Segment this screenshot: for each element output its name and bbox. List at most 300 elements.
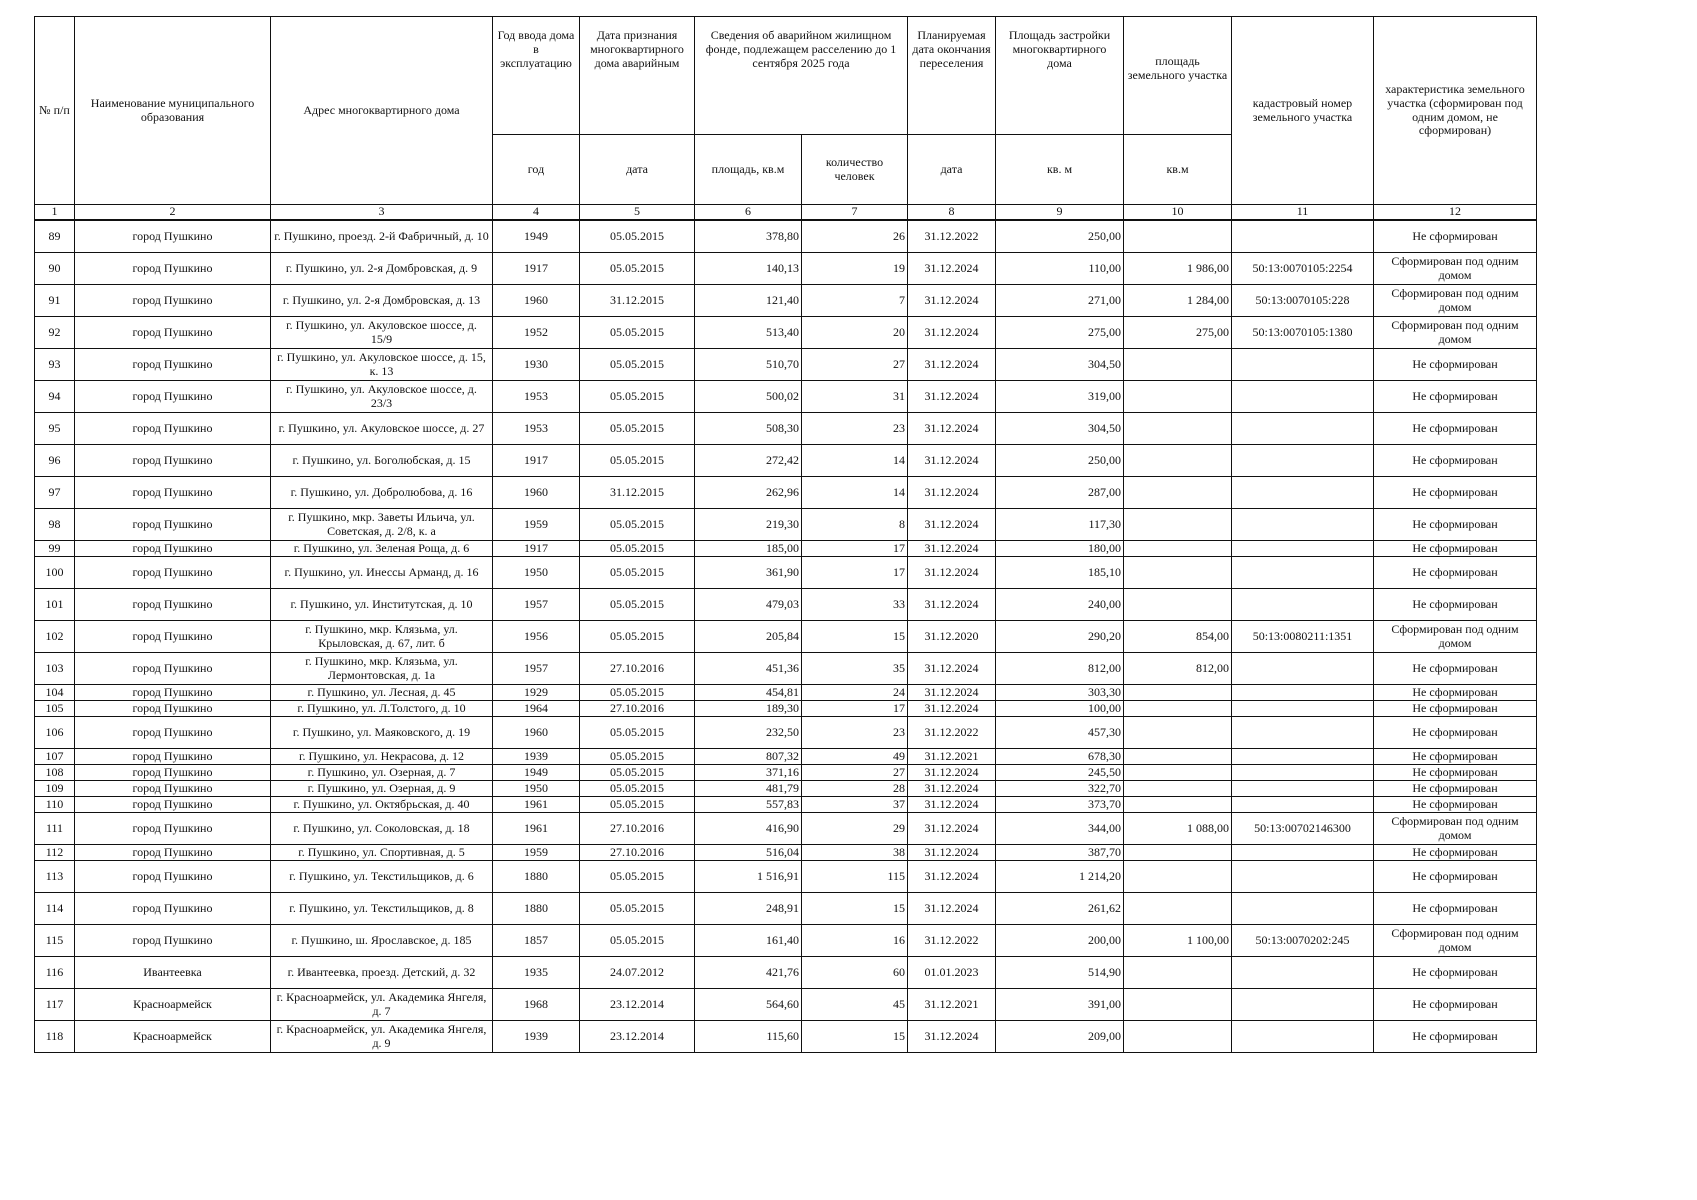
cell-land-area (1124, 413, 1232, 445)
cell-land-area (1124, 445, 1232, 477)
cell-cadastral-number: 50:13:0070105:228 (1232, 285, 1374, 317)
cell-land-area: 1 284,00 (1124, 285, 1232, 317)
cell-address: г. Пушкино, ул. Институтская, д. 10 (271, 589, 493, 621)
cell-municipality: город Пушкино (75, 220, 271, 253)
cell-year: 1956 (493, 621, 580, 653)
cell-address: г. Пушкино, ул. Боголюбская, д. 15 (271, 445, 493, 477)
cell-address: г. Пушкино, ул. Акуловское шоссе, д. 15, к. 13 (271, 349, 493, 381)
subheader-land-area: кв.м (1124, 135, 1232, 205)
cell-address: г. Пушкино, ул. Текстильщиков, д. 6 (271, 861, 493, 893)
cell-building-area: 373,70 (996, 797, 1124, 813)
cell-land-area (1124, 557, 1232, 589)
cell-building-area: 261,62 (996, 893, 1124, 925)
cell-cadastral-number: 50:13:00702146300 (1232, 813, 1374, 845)
cell-land-area (1124, 845, 1232, 861)
cell-cadastral-number (1232, 541, 1374, 557)
cell-land-characteristic: Не сформирован (1374, 781, 1537, 797)
cell-address: г. Пушкино, ул. Акуловское шоссе, д. 27 (271, 413, 493, 445)
cell-address: г. Ивантеевка, проезд. Детский, д. 32 (271, 957, 493, 989)
cell-people: 28 (802, 781, 908, 797)
cell-people: 17 (802, 701, 908, 717)
table-row (35, 285, 1537, 317)
cell-people: 7 (802, 285, 908, 317)
cell-land-area (1124, 589, 1232, 621)
header-land-area: площадь земельного участка (1124, 17, 1232, 135)
cell-recognition-date: 05.05.2015 (580, 621, 695, 653)
cell-municipality: город Пушкино (75, 653, 271, 685)
cell-municipality: город Пушкино (75, 381, 271, 413)
cell-recognition-date: 05.05.2015 (580, 349, 695, 381)
cell-building-area: 287,00 (996, 477, 1124, 509)
cell-recognition-date: 05.05.2015 (580, 317, 695, 349)
table-row (35, 685, 1537, 701)
cell-people: 35 (802, 653, 908, 685)
cell-municipality: город Пушкино (75, 717, 271, 749)
cell-municipality: город Пушкино (75, 925, 271, 957)
cell-address: г. Пушкино, ул. Некрасова, д. 12 (271, 749, 493, 765)
cell-land-characteristic: Не сформирован (1374, 797, 1537, 813)
cell-year: 1952 (493, 317, 580, 349)
cell-recognition-date: 24.07.2012 (580, 957, 695, 989)
cell-number: 108 (35, 765, 75, 781)
cell-people: 8 (802, 509, 908, 541)
column-number: 6 (695, 205, 802, 221)
cell-land-area (1124, 893, 1232, 925)
cell-cadastral-number (1232, 685, 1374, 701)
table-row (35, 317, 1537, 349)
cell-area: 1 516,91 (695, 861, 802, 893)
cell-year: 1917 (493, 541, 580, 557)
cell-area: 516,04 (695, 845, 802, 861)
cell-address: г. Пушкино, ул. Озерная, д. 7 (271, 765, 493, 781)
cell-area: 262,96 (695, 477, 802, 509)
cell-people: 17 (802, 541, 908, 557)
cell-building-area: 387,70 (996, 845, 1124, 861)
cell-people: 15 (802, 1021, 908, 1053)
cell-building-area: 245,50 (996, 765, 1124, 781)
cell-number: 90 (35, 253, 75, 285)
cell-land-characteristic: Не сформирован (1374, 749, 1537, 765)
cell-land-area (1124, 220, 1232, 253)
cell-building-area: 1 214,20 (996, 861, 1124, 893)
cell-address: г. Пушкино, ш. Ярославское, д. 185 (271, 925, 493, 957)
cell-area: 500,02 (695, 381, 802, 413)
cell-area: 421,76 (695, 957, 802, 989)
cell-municipality: Красноармейск (75, 989, 271, 1021)
cell-area: 416,90 (695, 813, 802, 845)
cell-number: 118 (35, 1021, 75, 1053)
cell-area: 508,30 (695, 413, 802, 445)
table-row (35, 781, 1537, 797)
cell-area: 272,42 (695, 445, 802, 477)
cell-building-area: 117,30 (996, 509, 1124, 541)
cell-land-characteristic: Сформирован под одним домом (1374, 813, 1537, 845)
column-number: 4 (493, 205, 580, 221)
cell-year: 1949 (493, 765, 580, 781)
cell-land-area (1124, 957, 1232, 989)
cell-number: 94 (35, 381, 75, 413)
cell-building-area: 250,00 (996, 220, 1124, 253)
cell-cadastral-number (1232, 797, 1374, 813)
cell-cadastral-number (1232, 381, 1374, 413)
table-row (35, 797, 1537, 813)
cell-area: 115,60 (695, 1021, 802, 1053)
cell-land-characteristic: Не сформирован (1374, 445, 1537, 477)
cell-resettlement-end: 31.12.2022 (908, 925, 996, 957)
cell-land-characteristic: Не сформирован (1374, 1021, 1537, 1053)
cell-cadastral-number (1232, 861, 1374, 893)
cell-year: 1953 (493, 413, 580, 445)
cell-number: 99 (35, 541, 75, 557)
cell-land-characteristic: Сформирован под одним домом (1374, 285, 1537, 317)
cell-number: 111 (35, 813, 75, 845)
cell-building-area: 391,00 (996, 989, 1124, 1021)
cell-recognition-date: 05.05.2015 (580, 781, 695, 797)
cell-number: 96 (35, 445, 75, 477)
cell-year: 1917 (493, 253, 580, 285)
cell-people: 14 (802, 445, 908, 477)
column-number: 5 (580, 205, 695, 221)
cell-land-characteristic: Не сформирован (1374, 765, 1537, 781)
cell-land-characteristic: Не сформирован (1374, 701, 1537, 717)
cell-recognition-date: 23.12.2014 (580, 989, 695, 1021)
cell-recognition-date: 05.05.2015 (580, 589, 695, 621)
cell-resettlement-end: 01.01.2023 (908, 957, 996, 989)
cell-people: 38 (802, 845, 908, 861)
cell-municipality: город Пушкино (75, 893, 271, 925)
cell-cadastral-number: 50:13:0070202:245 (1232, 925, 1374, 957)
cell-recognition-date: 05.05.2015 (580, 893, 695, 925)
cell-number: 91 (35, 285, 75, 317)
cell-cadastral-number (1232, 845, 1374, 861)
cell-land-area (1124, 509, 1232, 541)
cell-resettlement-end: 31.12.2024 (908, 589, 996, 621)
cell-land-characteristic: Не сформирован (1374, 653, 1537, 685)
cell-year: 1929 (493, 685, 580, 701)
cell-building-area: 304,50 (996, 349, 1124, 381)
cell-address: г. Красноармейск, ул. Академика Янгеля, д. 9 (271, 1021, 493, 1053)
column-number: 9 (996, 205, 1124, 221)
cell-area: 121,40 (695, 285, 802, 317)
cell-address: г. Пушкино, ул. Соколовская, д. 18 (271, 813, 493, 845)
cell-resettlement-end: 31.12.2022 (908, 220, 996, 253)
cell-land-area: 1 100,00 (1124, 925, 1232, 957)
cell-number: 106 (35, 717, 75, 749)
cell-recognition-date: 27.10.2016 (580, 845, 695, 861)
cell-resettlement-end: 31.12.2024 (908, 797, 996, 813)
cell-building-area: 250,00 (996, 445, 1124, 477)
cell-building-area: 319,00 (996, 381, 1124, 413)
cell-number: 92 (35, 317, 75, 349)
cell-land-characteristic: Не сформирован (1374, 957, 1537, 989)
cell-address: г. Пушкино, ул. Зеленая Роща, д. 6 (271, 541, 493, 557)
cell-building-area: 271,00 (996, 285, 1124, 317)
cell-resettlement-end: 31.12.2020 (908, 621, 996, 653)
column-number: 11 (1232, 205, 1374, 221)
table-row (35, 845, 1537, 861)
cell-area: 378,80 (695, 220, 802, 253)
cell-municipality: город Пушкино (75, 557, 271, 589)
header-emergency-fund: Сведения об аварийном жилищном фонде, подлежащем расселению до 1 сентября 2025 года (695, 17, 908, 135)
cell-municipality: город Пушкино (75, 621, 271, 653)
cell-people: 24 (802, 685, 908, 701)
cell-cadastral-number: 50:13:0080211:1351 (1232, 621, 1374, 653)
cell-land-characteristic: Сформирован под одним домом (1374, 253, 1537, 285)
cell-area: 219,30 (695, 509, 802, 541)
cell-municipality: город Пушкино (75, 541, 271, 557)
cell-year: 1960 (493, 477, 580, 509)
header-number: № п/п (35, 17, 75, 205)
cell-year: 1950 (493, 781, 580, 797)
cell-municipality: город Пушкино (75, 317, 271, 349)
column-number: 1 (35, 205, 75, 221)
cell-year: 1917 (493, 445, 580, 477)
cell-recognition-date: 31.12.2015 (580, 285, 695, 317)
column-number: 3 (271, 205, 493, 221)
cell-land-area (1124, 765, 1232, 781)
cell-resettlement-end: 31.12.2024 (908, 541, 996, 557)
table-row (35, 1021, 1537, 1053)
cell-number: 116 (35, 957, 75, 989)
cell-land-characteristic: Не сформирован (1374, 220, 1537, 253)
cell-number: 104 (35, 685, 75, 701)
cell-year: 1959 (493, 845, 580, 861)
cell-municipality: город Пушкино (75, 413, 271, 445)
cell-land-characteristic: Не сформирован (1374, 413, 1537, 445)
cell-recognition-date: 05.05.2015 (580, 381, 695, 413)
table-row (35, 717, 1537, 749)
cell-cadastral-number (1232, 477, 1374, 509)
cell-address: г. Пушкино, ул. Озерная, д. 9 (271, 781, 493, 797)
cell-land-characteristic: Не сформирован (1374, 381, 1537, 413)
cell-building-area: 180,00 (996, 541, 1124, 557)
cell-land-characteristic: Не сформирован (1374, 349, 1537, 381)
cell-people: 115 (802, 861, 908, 893)
cell-people: 31 (802, 381, 908, 413)
cell-area: 510,70 (695, 349, 802, 381)
table-row (35, 989, 1537, 1021)
table-header (35, 17, 1537, 221)
cell-land-characteristic: Сформирован под одним домом (1374, 317, 1537, 349)
cell-address: г. Пушкино, ул. Инессы Арманд, д. 16 (271, 557, 493, 589)
cell-address: г. Пушкино, ул. 2-я Домбровская, д. 9 (271, 253, 493, 285)
cell-area: 557,83 (695, 797, 802, 813)
cell-recognition-date: 05.05.2015 (580, 797, 695, 813)
column-number: 7 (802, 205, 908, 221)
cell-recognition-date: 05.05.2015 (580, 749, 695, 765)
cell-municipality: город Пушкино (75, 701, 271, 717)
header-resettlement-end: Планируемая дата окончания переселения (908, 17, 996, 135)
cell-people: 27 (802, 765, 908, 781)
subheader-end-date: дата (908, 135, 996, 205)
cell-cadastral-number (1232, 509, 1374, 541)
cell-resettlement-end: 31.12.2024 (908, 509, 996, 541)
cell-year: 1857 (493, 925, 580, 957)
cell-resettlement-end: 31.12.2024 (908, 1021, 996, 1053)
cell-address: г. Пушкино, проезд. 2-й Фабричный, д. 10 (271, 220, 493, 253)
cell-municipality: город Пушкино (75, 253, 271, 285)
cell-cadastral-number (1232, 701, 1374, 717)
table-row (35, 413, 1537, 445)
cell-land-area (1124, 989, 1232, 1021)
column-number-row (35, 205, 1537, 221)
cell-land-characteristic: Не сформирован (1374, 685, 1537, 701)
cell-year: 1930 (493, 349, 580, 381)
cell-building-area: 275,00 (996, 317, 1124, 349)
header-address: Адрес многоквартирного дома (271, 17, 493, 205)
cell-area: 248,91 (695, 893, 802, 925)
cell-resettlement-end: 31.12.2024 (908, 653, 996, 685)
cell-year: 1935 (493, 957, 580, 989)
cell-building-area: 457,30 (996, 717, 1124, 749)
housing-register-sheet (34, 16, 1537, 1053)
cell-resettlement-end: 31.12.2024 (908, 317, 996, 349)
cell-resettlement-end: 31.12.2021 (908, 749, 996, 765)
cell-year: 1949 (493, 220, 580, 253)
cell-people: 14 (802, 477, 908, 509)
cell-number: 102 (35, 621, 75, 653)
cell-number: 89 (35, 220, 75, 253)
cell-land-characteristic: Не сформирован (1374, 509, 1537, 541)
cell-recognition-date: 31.12.2015 (580, 477, 695, 509)
header-cadastral-number: кадастровый номер земельного участка (1232, 17, 1374, 205)
subheader-date: дата (580, 135, 695, 205)
column-number: 2 (75, 205, 271, 221)
cell-cadastral-number (1232, 957, 1374, 989)
cell-people: 60 (802, 957, 908, 989)
cell-resettlement-end: 31.12.2024 (908, 557, 996, 589)
cell-number: 109 (35, 781, 75, 797)
cell-resettlement-end: 31.12.2024 (908, 445, 996, 477)
cell-building-area: 344,00 (996, 813, 1124, 845)
cell-people: 16 (802, 925, 908, 957)
cell-year: 1950 (493, 557, 580, 589)
cell-cadastral-number (1232, 1021, 1374, 1053)
cell-people: 27 (802, 349, 908, 381)
cell-municipality: Красноармейск (75, 1021, 271, 1053)
cell-building-area: 303,30 (996, 685, 1124, 701)
cell-number: 110 (35, 797, 75, 813)
cell-year: 1961 (493, 813, 580, 845)
cell-building-area: 322,70 (996, 781, 1124, 797)
cell-address: г. Пушкино, ул. Л.Толстого, д. 10 (271, 701, 493, 717)
table-row (35, 957, 1537, 989)
cell-address: г. Пушкино, ул. 2-я Домбровская, д. 13 (271, 285, 493, 317)
cell-recognition-date: 05.05.2015 (580, 765, 695, 781)
cell-number: 103 (35, 653, 75, 685)
cell-year: 1960 (493, 285, 580, 317)
cell-land-characteristic: Сформирован под одним домом (1374, 621, 1537, 653)
cell-cadastral-number (1232, 893, 1374, 925)
cell-address: г. Пушкино, ул. Октябрьская, д. 40 (271, 797, 493, 813)
cell-recognition-date: 05.05.2015 (580, 717, 695, 749)
table-row (35, 445, 1537, 477)
cell-recognition-date: 05.05.2015 (580, 925, 695, 957)
cell-building-area: 100,00 (996, 701, 1124, 717)
cell-land-characteristic: Не сформирован (1374, 845, 1537, 861)
cell-year: 1964 (493, 701, 580, 717)
cell-number: 97 (35, 477, 75, 509)
cell-year: 1957 (493, 653, 580, 685)
cell-cadastral-number (1232, 589, 1374, 621)
cell-number: 117 (35, 989, 75, 1021)
cell-area: 454,81 (695, 685, 802, 701)
cell-recognition-date: 27.10.2016 (580, 701, 695, 717)
cell-cadastral-number: 50:13:0070105:2254 (1232, 253, 1374, 285)
table-row (35, 701, 1537, 717)
table-row (35, 477, 1537, 509)
cell-address: г. Пушкино, ул. Добролюбова, д. 16 (271, 477, 493, 509)
table-row (35, 621, 1537, 653)
table-row (35, 381, 1537, 413)
cell-cadastral-number (1232, 220, 1374, 253)
cell-land-area: 275,00 (1124, 317, 1232, 349)
table-row (35, 349, 1537, 381)
cell-building-area: 304,50 (996, 413, 1124, 445)
cell-land-characteristic: Не сформирован (1374, 541, 1537, 557)
table-row (35, 589, 1537, 621)
cell-recognition-date: 05.05.2015 (580, 413, 695, 445)
cell-area: 807,32 (695, 749, 802, 765)
cell-cadastral-number (1232, 781, 1374, 797)
cell-address: г. Пушкино, мкр. Клязьма, ул. Лермонтовская, д. 1а (271, 653, 493, 685)
subheader-build-area: кв. м (996, 135, 1124, 205)
table-row (35, 253, 1537, 285)
table-row (35, 541, 1537, 557)
cell-people: 23 (802, 413, 908, 445)
cell-land-area (1124, 349, 1232, 381)
table-row (35, 765, 1537, 781)
column-number: 8 (908, 205, 996, 221)
cell-address: г. Пушкино, ул. Акуловское шоссе, д. 23/3 (271, 381, 493, 413)
table-row (35, 220, 1537, 253)
table-row (35, 813, 1537, 845)
cell-resettlement-end: 31.12.2022 (908, 717, 996, 749)
cell-cadastral-number (1232, 413, 1374, 445)
column-number: 10 (1124, 205, 1232, 221)
table-row (35, 653, 1537, 685)
cell-people: 15 (802, 621, 908, 653)
cell-resettlement-end: 31.12.2024 (908, 893, 996, 925)
cell-building-area: 678,30 (996, 749, 1124, 765)
cell-number: 101 (35, 589, 75, 621)
cell-address: г. Пушкино, ул. Акуловское шоссе, д. 15/9 (271, 317, 493, 349)
cell-recognition-date: 05.05.2015 (580, 541, 695, 557)
cell-resettlement-end: 31.12.2024 (908, 845, 996, 861)
column-number: 12 (1374, 205, 1537, 221)
cell-land-characteristic: Не сформирован (1374, 989, 1537, 1021)
cell-municipality: город Пушкино (75, 509, 271, 541)
cell-resettlement-end: 31.12.2024 (908, 253, 996, 285)
cell-year: 1939 (493, 1021, 580, 1053)
cell-cadastral-number (1232, 989, 1374, 1021)
subheader-area: площадь, кв.м (695, 135, 802, 205)
cell-resettlement-end: 31.12.2024 (908, 685, 996, 701)
cell-recognition-date: 05.05.2015 (580, 220, 695, 253)
cell-year: 1960 (493, 717, 580, 749)
table-row (35, 925, 1537, 957)
cell-resettlement-end: 31.12.2024 (908, 781, 996, 797)
cell-land-characteristic: Не сформирован (1374, 589, 1537, 621)
cell-area: 361,90 (695, 557, 802, 589)
header-building-area: Площадь застройки многоквартирного дома (996, 17, 1124, 135)
cell-area: 189,30 (695, 701, 802, 717)
cell-year: 1939 (493, 749, 580, 765)
cell-area: 371,16 (695, 765, 802, 781)
cell-resettlement-end: 31.12.2024 (908, 381, 996, 413)
cell-people: 49 (802, 749, 908, 765)
cell-municipality: город Пушкино (75, 781, 271, 797)
